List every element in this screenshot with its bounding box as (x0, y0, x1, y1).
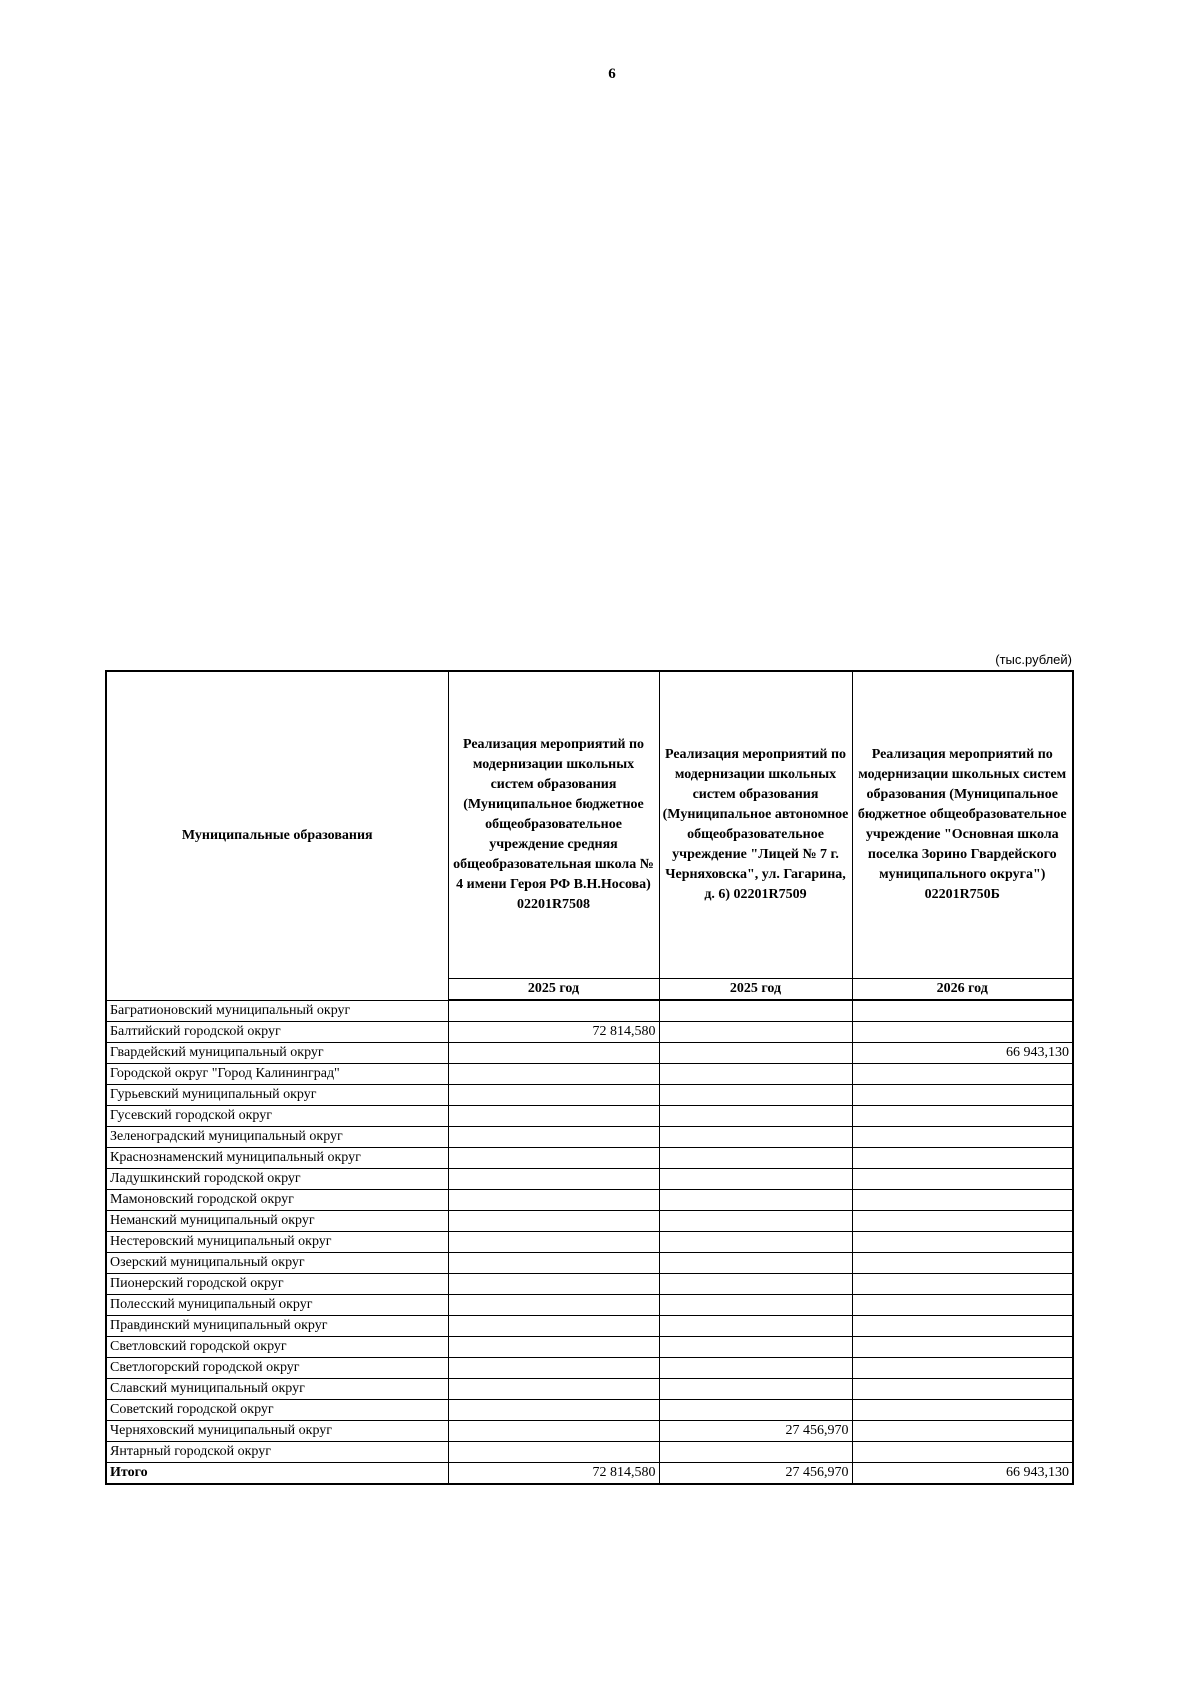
column-header-zorino-school: Реализация мероприятий по модернизации школьных систем образования (Муниципальное бюджетное общеобразовательное учреждение "Основная школа поселка Зорино Гвардейского муниципального округа") 02201R750Б (852, 671, 1073, 979)
table-row (106, 1190, 1073, 1211)
municipality-name-cell: Озерский муниципальный округ (106, 1253, 448, 1274)
column-year: 2025 год (448, 979, 659, 1001)
municipality-name-cell: Гвардейский муниципальный округ (106, 1043, 448, 1064)
table-row (106, 1274, 1073, 1295)
municipality-name-cell: Неманский муниципальный округ (106, 1211, 448, 1232)
table-row (106, 1358, 1073, 1379)
value-cell-lyceum-7 (659, 1190, 852, 1211)
value-cell-lyceum-7 (659, 1000, 852, 1022)
value-cell-zorino-school (852, 1232, 1073, 1253)
value-cell-lyceum-7 (659, 1274, 852, 1295)
value-cell-lyceum-7 (659, 1400, 852, 1421)
municipality-name-cell: Краснознаменский муниципальный округ (106, 1148, 448, 1169)
column-header-lyceum-7: Реализация мероприятий по модернизации школьных систем образования (Муниципальное автономное общеобразовательное учреждение "Лицей № 7 г. Черняховска", ул. Гагарина, д. 6) 02201R7509 (659, 671, 852, 979)
column-header-school-4: Реализация мероприятий по модернизации школьных систем образования (Муниципальное бюджетное общеобразовательное учреждение средняя общеобразовательная школа № 4 имени Героя РФ В.Н.Носова) 02201R7508 (448, 671, 659, 979)
table-row (106, 1295, 1073, 1316)
value-cell-school-4 (448, 1253, 659, 1274)
municipality-name-cell: Багратионовский муниципальный округ (106, 1000, 448, 1022)
table-row (106, 1400, 1073, 1421)
value-cell-school-4 (448, 1106, 659, 1127)
value-cell-school-4 (448, 1295, 659, 1316)
value-cell-school-4 (448, 1085, 659, 1106)
municipality-name-cell: Пионерский городской округ (106, 1274, 448, 1295)
value-cell-zorino-school (852, 1211, 1073, 1232)
municipality-name-cell: Гурьевский муниципальный округ (106, 1085, 448, 1106)
value-cell-lyceum-7 (659, 1043, 852, 1064)
value-cell-zorino-school (852, 1253, 1073, 1274)
value-cell-lyceum-7 (659, 1148, 852, 1169)
value-cell-zorino-school (852, 1190, 1073, 1211)
column-year: 2026 год (852, 979, 1073, 1001)
value-cell-lyceum-7 (659, 1085, 852, 1106)
value-cell-zorino-school (852, 1295, 1073, 1316)
value-cell-school-4 (448, 1000, 659, 1022)
table-row (106, 1442, 1073, 1463)
page-number: 6 (608, 66, 616, 82)
value-cell-zorino-school (852, 1442, 1073, 1463)
table-row (106, 1000, 1073, 1022)
municipality-name-cell: Зеленоградский муниципальный округ (106, 1127, 448, 1148)
value-cell-zorino-school (852, 1064, 1073, 1085)
value-cell-lyceum-7 (659, 1127, 852, 1148)
municipality-name-cell: Светловский городской округ (106, 1337, 448, 1358)
table-row (106, 1211, 1073, 1232)
value-cell-zorino-school (852, 1421, 1073, 1442)
table-row (106, 1085, 1073, 1106)
municipality-name-cell: Черняховский муниципальный округ (106, 1421, 448, 1442)
value-cell-school-4 (448, 1232, 659, 1253)
value-cell-zorino-school (852, 1106, 1073, 1127)
table-row (106, 1337, 1073, 1358)
value-cell-lyceum-7 (659, 1064, 852, 1085)
value-cell-school-4 (448, 1337, 659, 1358)
value-cell-school-4: 72 814,580 (448, 1022, 659, 1043)
table-body (106, 1000, 1073, 1484)
table-total-row (106, 1463, 1073, 1485)
value-cell-school-4 (448, 1169, 659, 1190)
municipality-name-cell: Мамоновский городской округ (106, 1190, 448, 1211)
value-cell-lyceum-7 (659, 1022, 852, 1043)
value-cell-zorino-school (852, 1169, 1073, 1190)
municipality-name-cell: Славский муниципальный округ (106, 1379, 448, 1400)
value-cell-zorino-school: 66 943,130 (852, 1043, 1073, 1064)
table-header-row (106, 671, 1073, 979)
units-note: (тыс.рублей) (995, 652, 1072, 667)
value-cell-school-4 (448, 1316, 659, 1337)
table-row (106, 1232, 1073, 1253)
value-cell-lyceum-7 (659, 1211, 852, 1232)
municipality-name-cell: Янтарный городской округ (106, 1442, 448, 1463)
value-cell-lyceum-7 (659, 1253, 852, 1274)
value-cell-school-4 (448, 1379, 659, 1400)
value-cell-lyceum-7 (659, 1232, 852, 1253)
table-row (106, 1421, 1073, 1442)
value-cell-lyceum-7 (659, 1169, 852, 1190)
municipality-name-cell: Нестеровский муниципальный округ (106, 1232, 448, 1253)
value-cell-lyceum-7 (659, 1337, 852, 1358)
municipality-name-cell: Городской округ "Город Калининград" (106, 1064, 448, 1085)
value-cell-school-4 (448, 1400, 659, 1421)
municipality-name-cell: Полесский муниципальный округ (106, 1295, 448, 1316)
table-row (106, 1379, 1073, 1400)
value-cell-zorino-school: 66 943,130 (852, 1463, 1073, 1485)
value-cell-lyceum-7: 27 456,970 (659, 1463, 852, 1485)
value-cell-lyceum-7 (659, 1106, 852, 1127)
value-cell-school-4 (448, 1127, 659, 1148)
value-cell-zorino-school (852, 1085, 1073, 1106)
budget-table (105, 670, 1074, 1485)
value-cell-lyceum-7 (659, 1316, 852, 1337)
value-cell-zorino-school (852, 1127, 1073, 1148)
value-cell-school-4: 72 814,580 (448, 1463, 659, 1485)
value-cell-zorino-school (852, 1274, 1073, 1295)
value-cell-school-4 (448, 1148, 659, 1169)
table-row (106, 1022, 1073, 1043)
value-cell-lyceum-7 (659, 1358, 852, 1379)
municipality-name-cell: Гусевский городской округ (106, 1106, 448, 1127)
value-cell-school-4 (448, 1211, 659, 1232)
municipality-name-cell: Итого (106, 1463, 448, 1485)
municipality-name-cell: Правдинский муниципальный округ (106, 1316, 448, 1337)
value-cell-zorino-school (852, 1148, 1073, 1169)
value-cell-lyceum-7 (659, 1295, 852, 1316)
value-cell-school-4 (448, 1421, 659, 1442)
value-cell-zorino-school (852, 1379, 1073, 1400)
table-row (106, 1064, 1073, 1085)
municipality-name-cell: Ладушкинский городской округ (106, 1169, 448, 1190)
table-row (106, 1148, 1073, 1169)
value-cell-zorino-school (852, 1022, 1073, 1043)
table-row (106, 1106, 1073, 1127)
value-cell-school-4 (448, 1190, 659, 1211)
column-year: 2025 год (659, 979, 852, 1001)
value-cell-lyceum-7 (659, 1379, 852, 1400)
table-row (106, 1169, 1073, 1190)
value-cell-lyceum-7: 27 456,970 (659, 1421, 852, 1442)
table-row (106, 1316, 1073, 1337)
value-cell-school-4 (448, 1043, 659, 1064)
table-row (106, 1043, 1073, 1064)
value-cell-zorino-school (852, 1316, 1073, 1337)
value-cell-zorino-school (852, 1400, 1073, 1421)
value-cell-lyceum-7 (659, 1442, 852, 1463)
value-cell-zorino-school (852, 1000, 1073, 1022)
table-row (106, 1253, 1073, 1274)
value-cell-school-4 (448, 1358, 659, 1379)
value-cell-school-4 (448, 1274, 659, 1295)
column-header-municipality: Муниципальные образования (106, 671, 448, 1000)
municipality-name-cell: Светлогорский городской округ (106, 1358, 448, 1379)
municipality-name-cell: Балтийский городской округ (106, 1022, 448, 1043)
value-cell-school-4 (448, 1064, 659, 1085)
value-cell-zorino-school (852, 1358, 1073, 1379)
table-row (106, 1127, 1073, 1148)
value-cell-zorino-school (852, 1337, 1073, 1358)
value-cell-school-4 (448, 1442, 659, 1463)
municipality-name-cell: Советский городской округ (106, 1400, 448, 1421)
